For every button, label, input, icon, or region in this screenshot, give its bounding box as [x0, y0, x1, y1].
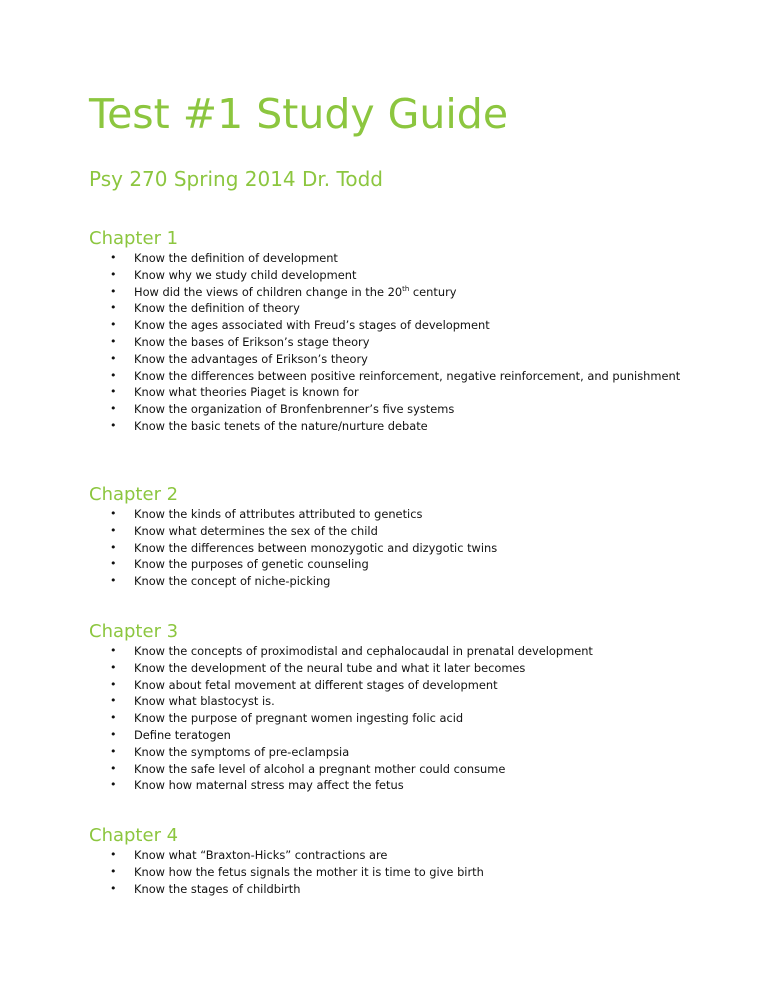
list-item-text: Know the organization of Bronfenbrenner’s five systems	[134, 402, 455, 417]
list-item-text: Know the stages of childbirth	[134, 881, 301, 896]
list-item-text: Know what “Braxton-Hicks” contractions are	[134, 848, 388, 862]
list-item-text: Know the purpose of pregnant women ingesting folic acid	[134, 711, 464, 726]
list-item-text: Know the development of the neural tube and what it later becomes	[134, 660, 526, 675]
chapter-heading: Chapter 4	[89, 825, 179, 846]
document-subtitle: Psy 270 Spring 2014 Dr. Todd	[89, 167, 383, 191]
chapter-heading: Chapter 1	[89, 228, 179, 249]
chapter-item-list	[89, 643, 709, 794]
list-item	[89, 643, 709, 660]
list-item	[89, 660, 709, 677]
list-item-text: Know the safe level of alcohol a pregnant mother could consume	[134, 761, 506, 776]
list-item	[89, 556, 709, 573]
list-item-text: Know the basic tenets of the nature/nurture debate	[134, 418, 428, 433]
bullet-icon: •	[110, 351, 117, 365]
list-item-text: Know what theories Piaget is known for	[134, 385, 359, 400]
list-item-text: Know the bases of Erikson’s stage theory	[134, 334, 370, 349]
bullet-icon: •	[110, 660, 117, 674]
bullet-icon: •	[110, 761, 117, 775]
bullet-icon: •	[110, 644, 117, 657]
bullet-icon: •	[110, 677, 117, 691]
bullet-icon: •	[110, 284, 117, 298]
list-item	[89, 334, 709, 351]
list-item-text: Know the advantages of Erikson’s theory	[134, 351, 368, 366]
list-item	[89, 744, 709, 761]
list-item	[89, 710, 709, 727]
list-item-text: Define teratogen	[134, 727, 231, 742]
bullet-icon: •	[110, 778, 117, 792]
bullet-icon: •	[110, 251, 117, 264]
bullet-icon: •	[110, 881, 117, 895]
list-item	[89, 847, 709, 864]
list-item-text: Know the concept of niche-picking	[134, 574, 331, 589]
list-item-text: Know why we study child development	[134, 267, 357, 282]
list-item-text: Know about fetal movement at different stages of development	[134, 677, 498, 692]
list-item	[89, 761, 709, 778]
list-item	[89, 573, 709, 590]
bullet-icon: •	[110, 267, 117, 281]
list-item	[89, 401, 709, 418]
bullet-icon: •	[110, 385, 117, 399]
list-item-text: Know the differences between positive reinforcement, negative reinforcement, and punishment	[134, 368, 681, 383]
list-item	[89, 384, 709, 401]
chapter-heading: Chapter 2	[89, 484, 179, 505]
list-item	[89, 250, 709, 267]
list-item	[89, 864, 709, 881]
bullet-icon: •	[110, 864, 117, 878]
chapter-item-list	[89, 847, 709, 897]
list-item-text: How did the views of children change in the 20th century	[134, 284, 457, 299]
bullet-icon: •	[110, 523, 117, 537]
bullet-icon: •	[110, 368, 117, 382]
chapter-4-section	[89, 825, 709, 897]
bullet-icon: •	[110, 334, 117, 348]
bullet-icon: •	[110, 540, 117, 554]
bullet-icon: •	[110, 744, 117, 758]
list-item-text: Know the differences between monozygotic and dizygotic twins	[134, 540, 498, 555]
list-item-text: Know the definition of development	[134, 251, 338, 265]
bullet-icon: •	[110, 574, 117, 588]
list-item-text: Know the purposes of genetic counseling	[134, 557, 369, 572]
list-item	[89, 727, 709, 744]
list-item-text: Know the concepts of proximodistal and cephalocaudal in prenatal development	[134, 644, 593, 658]
list-item	[89, 506, 709, 523]
list-item	[89, 693, 709, 710]
list-item	[89, 284, 709, 301]
list-item	[89, 300, 709, 317]
list-item	[89, 881, 709, 898]
list-item-text: Know how maternal stress may affect the fetus	[134, 778, 404, 793]
list-item	[89, 368, 709, 385]
list-item	[89, 267, 709, 284]
list-item-text: Know the kinds of attributes attributed to genetics	[134, 507, 423, 521]
bullet-icon: •	[110, 318, 117, 332]
bullet-icon: •	[110, 557, 117, 571]
list-item-text: Know the ages associated with Freud’s stages of development	[134, 318, 490, 333]
list-item	[89, 317, 709, 334]
chapter-item-list	[89, 506, 709, 590]
list-item	[89, 418, 709, 435]
list-item-text: Know the definition of theory	[134, 301, 300, 316]
chapter-1-section	[89, 228, 709, 435]
chapter-item-list	[89, 250, 709, 435]
bullet-icon: •	[110, 301, 117, 315]
list-item-text: Know the symptoms of pre-eclampsia	[134, 744, 350, 759]
chapter-3-section	[89, 621, 709, 794]
bullet-icon: •	[110, 507, 117, 520]
bullet-icon: •	[110, 848, 117, 861]
bullet-icon: •	[110, 711, 117, 725]
list-item	[89, 677, 709, 694]
bullet-icon: •	[110, 418, 117, 432]
list-item	[89, 351, 709, 368]
bullet-icon: •	[110, 694, 117, 708]
list-item-text: Know how the fetus signals the mother it is time to give birth	[134, 864, 484, 879]
list-item-text: Know what determines the sex of the child	[134, 523, 378, 538]
bullet-icon: •	[110, 727, 117, 741]
list-item	[89, 540, 709, 557]
list-item-text: Know what blastocyst is.	[134, 694, 275, 709]
list-item	[89, 777, 709, 794]
bullet-icon: •	[110, 402, 117, 416]
list-item	[89, 523, 709, 540]
chapter-heading: Chapter 3	[89, 621, 179, 642]
chapter-2-section	[89, 484, 709, 590]
document-title: Test #1 Study Guide	[89, 90, 509, 138]
